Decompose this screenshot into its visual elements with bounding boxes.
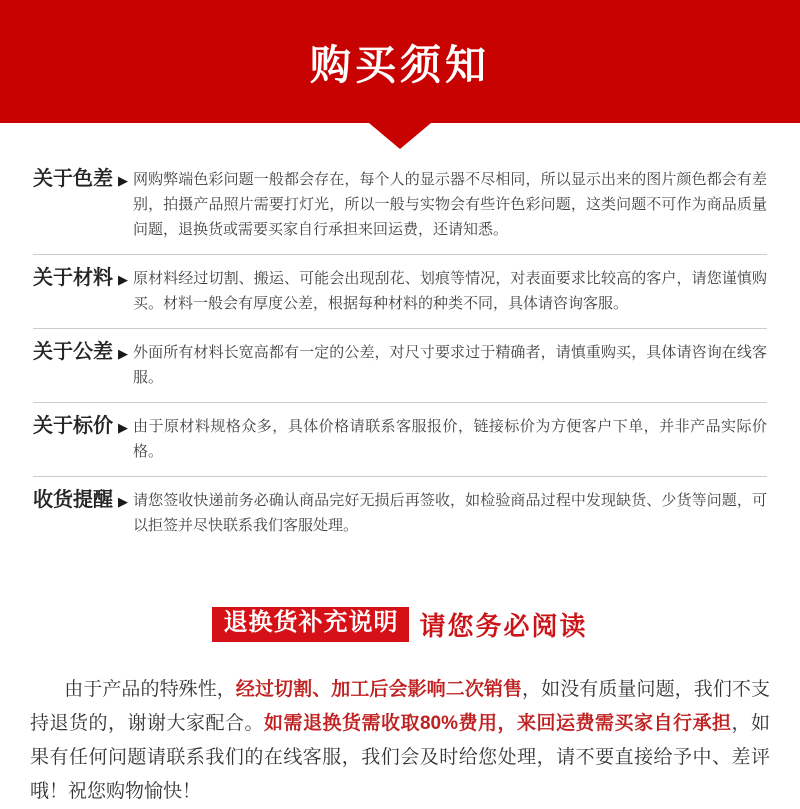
return-policy-paragraph: [30, 673, 770, 809]
triangle-arrow-icon: ▶: [118, 272, 128, 287]
policy-segment: 由于产品的特殊性，: [64, 679, 236, 700]
supplement-badge: 退换货补充说明: [212, 607, 409, 642]
policy-segment-highlight: 如需退换货需收取80%费用，来回运费需买家自行承担: [263, 713, 732, 734]
notice-text: 由于原材料规格众多，具体价格请联系客服报价，链接标价为方便客户下单，并非产品实际价格。: [133, 418, 767, 460]
triangle-arrow-icon: ▶: [118, 494, 128, 509]
triangle-arrow-icon: ▶: [118, 173, 128, 188]
notice-row-material: [33, 255, 767, 329]
notice-row-delivery: [33, 477, 767, 550]
notice-label: [33, 414, 133, 440]
page-title: 购买须知: [310, 42, 490, 88]
notice-row-tolerance: [33, 329, 767, 403]
notice-row-color-difference: [33, 167, 767, 255]
policy-segment: ，如果有任何问题请联系我们的在线客服，我们会及时给您处理，请不要直接给予中、差评哦！祝您购物愉快！: [30, 713, 770, 802]
triangle-arrow-icon: ▶: [118, 420, 128, 435]
notice-row-pricing: [33, 403, 767, 477]
notice-label-text: 关于公差: [33, 341, 113, 363]
notice-label: [33, 488, 133, 514]
notice-list: [33, 167, 767, 550]
banner-pointer-icon: [369, 123, 431, 149]
supplement-headline-row: [0, 606, 800, 643]
notice-text: 原材料经过切割、搬运、可能会出现刮花、划痕等情况，对表面要求比较高的客户，请您谨慎购买。材料一般会有厚度公差，根据每种材料的种类不同，具体请咨询客服。: [133, 270, 767, 312]
notice-label: [33, 167, 133, 193]
notice-label: [33, 340, 133, 366]
notice-label-text: 关于材料: [33, 267, 113, 289]
banner: [0, 0, 800, 123]
notice-label-text: 收货提醒: [33, 489, 113, 511]
notice-label: [33, 266, 133, 292]
notice-text: 外面所有材料长宽高都有一定的公差，对尺寸要求过于精确者，请慎重购买，具体请咨询在线客服。: [133, 344, 767, 386]
notice-text: 网购弊端色彩问题一般都会存在，每个人的显示器不尽相同，所以显示出来的图片颜色都会有差别，拍摄产品照片需要打灯光，所以一般与实物会有些许色彩问题，这类问题不可作为商品质量问题，退换货或需要买家自行承担来回运费，还请知悉。: [133, 171, 767, 238]
notice-label-text: 关于标价: [33, 415, 113, 437]
triangle-arrow-icon: ▶: [118, 346, 128, 361]
notice-label-text: 关于色差: [33, 168, 113, 190]
notice-text: 请您签收快递前务必确认商品完好无损后再签收，如检验商品过程中发现缺货、少货等问题，可以拒签并尽快联系我们客服处理。: [133, 492, 767, 534]
supplement-headline: 请您务必阅读: [419, 611, 588, 641]
policy-segment: ，如没有质量问题，我们不支持退货的，谢谢大家配合。: [30, 679, 770, 734]
policy-segment-highlight: 经过切割、加工后会影响二次销售: [235, 679, 523, 700]
